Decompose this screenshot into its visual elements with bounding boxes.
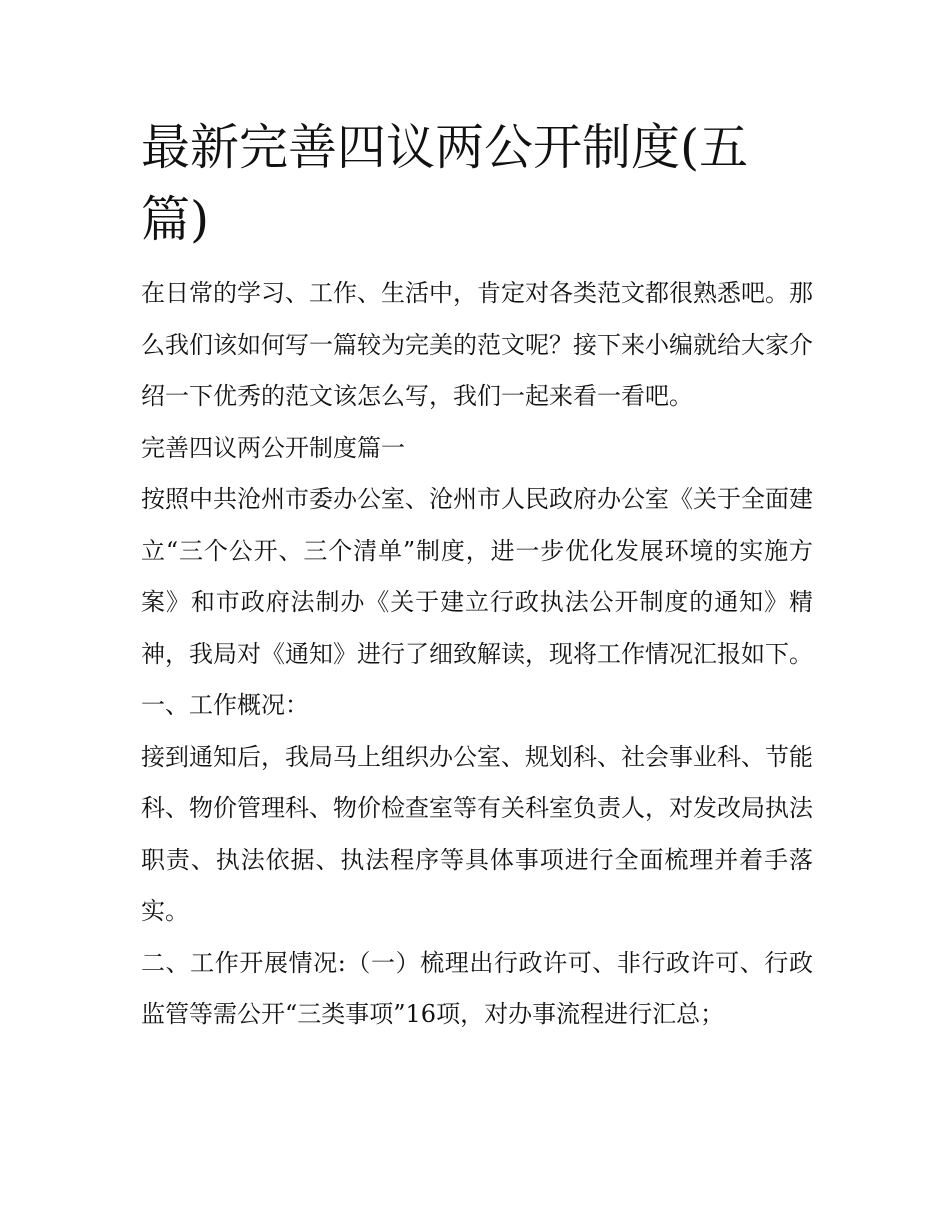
intro-paragraph: 在日常的学习、工作、生活中，肯定对各类范文都很熟悉吧。那么我们该如何写一篇较为完美的范文呢？接下来小编就给大家介绍一下优秀的范文该怎么写，我们一起来看一看吧。 (141, 279, 813, 410)
document-body (141, 112, 813, 1041)
body-paragraph-background: 按照中共沧州市委办公室、沧州市人民政府办公室《关于全面建立“三个公开、三个清单”制度，进一步优化发展环境的实施方案》和市政府法制办《关于建立行政执法公开制度的通知》精神，我局对《通知》进行了细致解读，现将工作情况汇报如下。 (141, 485, 813, 668)
section-heading-part-one: 完善四议两公开制度篇一 (141, 433, 405, 462)
body-paragraph-overview: 接到通知后，我局马上组织办公室、规划科、社会事业科、节能科、物价管理科、物价检查室等有关科室负责人，对发改局执法职责、执法依据、执法程序等具体事项进行全面梳理并着手落实。 (141, 742, 813, 925)
document-title: 最新完善四议两公开制度(五篇) (141, 119, 749, 248)
body-paragraph-progress: 二、工作开展情况:（一）梳理出行政许可、非行政许可、行政监管等需公开“三类事项”16项，对办事流程进行汇总； (141, 948, 813, 1028)
section-heading-overview: 一、工作概况： (141, 691, 309, 719)
